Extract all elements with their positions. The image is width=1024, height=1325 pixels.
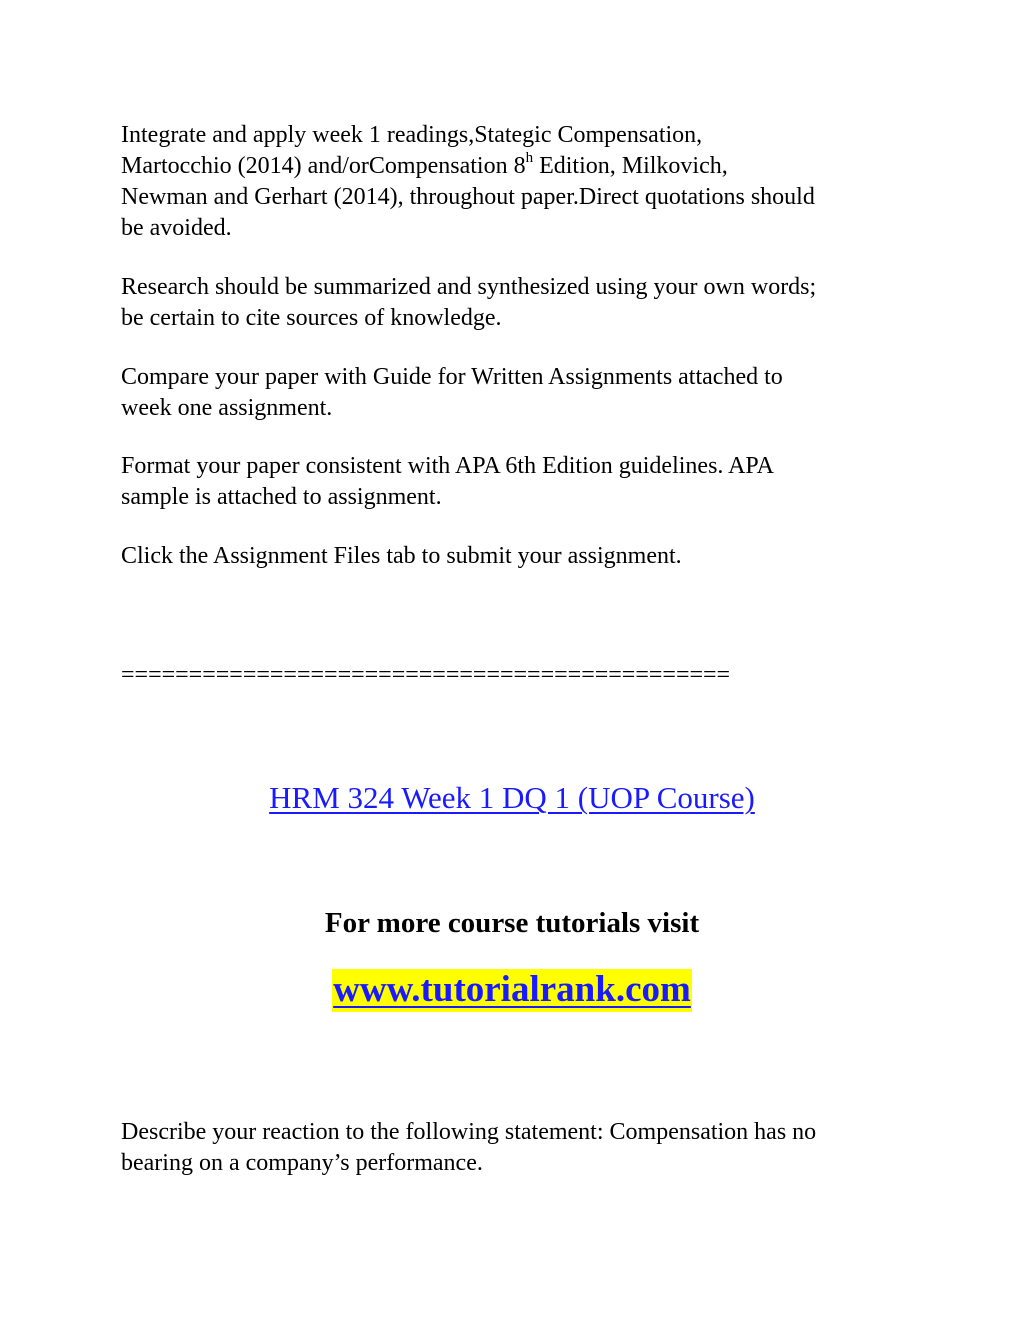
course-link[interactable]: HRM 324 Week 1 DQ 1 (UOP Course) <box>269 780 755 815</box>
paragraph-describe-reaction <box>121 1117 911 1179</box>
text-segment: Martocchio (2014) and/orCompensation 8 <box>121 153 526 179</box>
text-line: Format your paper consistent with APA 6th Edition guidelines. APA <box>121 453 774 479</box>
text-line: Describe your reaction to the following statement: Compensation has no <box>121 1119 817 1145</box>
paragraph-compare <box>121 362 911 424</box>
text-line: bearing on a company’s performance. <box>121 1150 483 1176</box>
paragraph-click-assignment <box>121 541 911 572</box>
text-line: sample is attached to assignment. <box>121 484 442 510</box>
website-line <box>0 968 1024 1012</box>
paragraph-format <box>121 451 911 513</box>
text-line <box>121 151 911 182</box>
text-line: Click the Assignment Files tab to submit your assignment. <box>121 543 682 569</box>
text-line: week one assignment. <box>121 395 333 421</box>
website-link[interactable]: www.tutorialrank.com <box>333 969 691 1010</box>
text-line: be certain to cite sources of knowledge. <box>121 305 502 331</box>
text-line: Integrate and apply week 1 readings,Stategic Compensation, <box>121 122 703 148</box>
paragraph-research <box>121 272 911 334</box>
section-divider: ============================================= <box>121 662 731 688</box>
text-line: Newman and Gerhart (2014), throughout paper.Direct quotations should <box>121 184 815 210</box>
text-line: Research should be summarized and synthesized using your own words; <box>121 274 817 300</box>
text-line: Compare your paper with Guide for Written Assignments attached to <box>121 364 783 390</box>
paragraph-integrate-readings <box>121 120 911 244</box>
superscript: h <box>525 150 534 166</box>
course-title <box>0 780 1024 816</box>
text-segment: Edition, Milkovich, <box>533 153 728 179</box>
text-line: be avoided. <box>121 215 232 241</box>
more-tutorials-heading: For more course tutorials visit <box>324 907 700 939</box>
